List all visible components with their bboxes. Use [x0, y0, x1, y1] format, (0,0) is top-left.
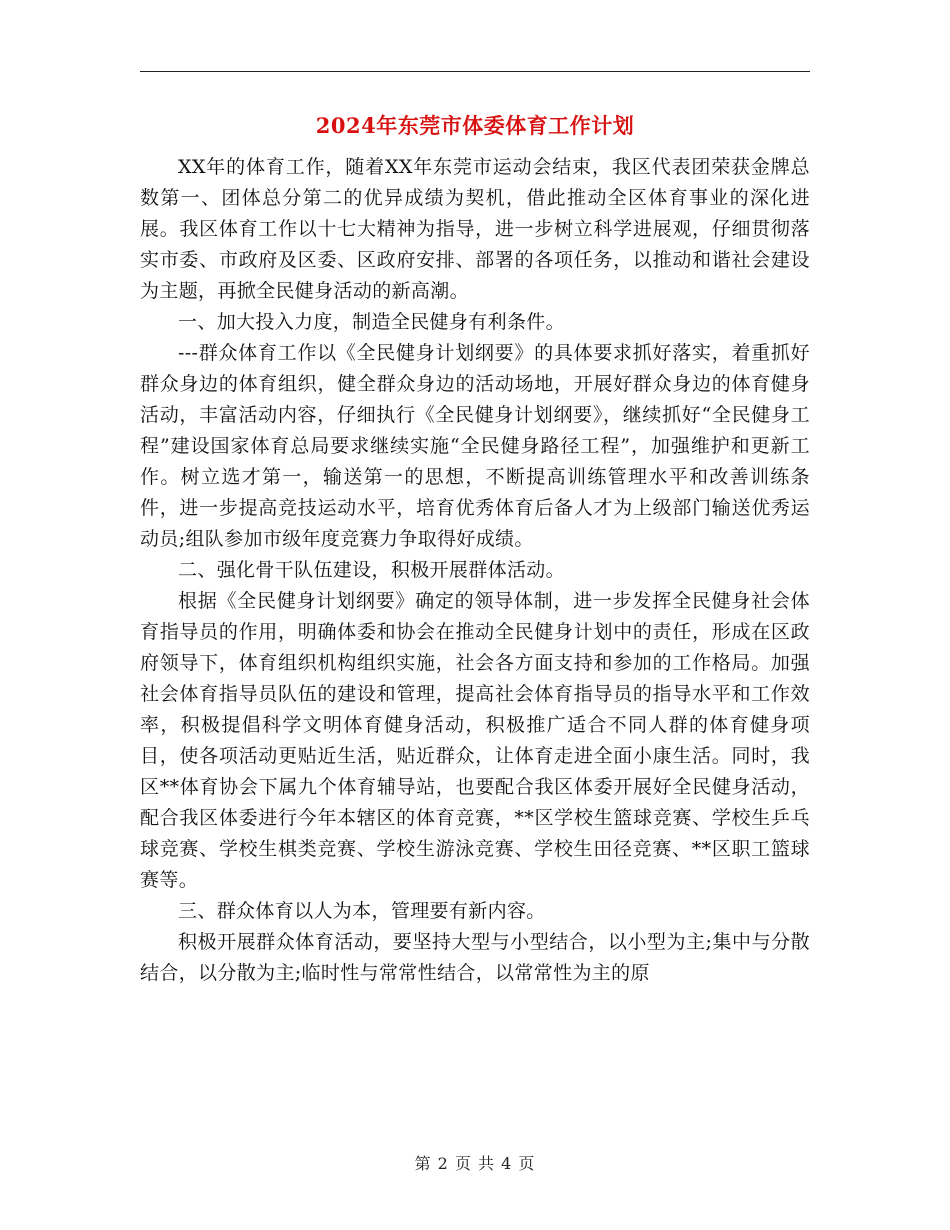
page-number: 第 2 页 共 4 页	[414, 1154, 536, 1173]
intro-paragraph: XX年的体育工作，随着XX年东莞市运动会结束，我区代表团荣获金牌总数第一、团体总分第二的优异成绩为契机，借此推动全区体育事业的深化进展。我区体育工作以十七大精神为指导，进一步树立科学进展观，仔细贯彻落实市委、市政府及区委、区政府安排、部署的各项任务，以推动和谐社会建设为主题，再掀全民健身活动的新高潮。	[140, 156, 810, 302]
section-heading-2: 二、强化骨干队伍建设，积极开展群体活动。	[178, 559, 566, 581]
document-body	[140, 152, 810, 989]
section-heading-1: 一、加大投入力度，制造全民健身有利条件。	[178, 311, 566, 333]
section-2-paragraph: 根据《全民健身计划纲要》确定的领导体制，进一步发挥全民健身社会体育指导员的作用，明确体委和协会在推动全民健身计划中的责任，形成在区政府领导下，体育组织机构组织实施，社会各方面支持和参加的工作格局。加强社会体育指导员队伍的建设和管理，提高社会体育指导员的指导水平和工作效率，积极提倡科学文明体育健身活动，积极推广适合不同人群的体育健身项目，使各项活动更贴近生活，贴近群众，让体育走进全面小康生活。同时，我区**体育协会下属九个体育辅导站，也要配合我区体委开展好全民健身活动，配合我区体委进行今年本辖区的体育竞赛，**区学校生篮球竞赛、学校生乒乓球竞赛、学校生棋类竞赛、学校生游泳竞赛、学校生田径竞赛、**区职工篮球赛等。	[140, 590, 810, 891]
document-title: 2024年东莞市体委体育工作计划	[315, 113, 635, 138]
header-rule	[140, 71, 810, 72]
section-3-paragraph: 积极开展群众体育活动，要坚持大型与小型结合，以小型为主;集中与分散结合，以分散为主;临时性与常常性结合，以常常性为主的原	[140, 931, 810, 984]
section-1-paragraph: ---群众体育工作以《全民健身计划纲要》的具体要求抓好落实，着重抓好群众身边的体育组织，健全群众身边的活动场地，开展好群众身边的体育健身活动，丰富活动内容，仔细执行《全民健身计划纲要》，继续抓好“全民健身工程”建设国家体育总局要求继续实施“全民健身路径工程”，加强维护和更新工作。树立选才第一，输送第一的思想，不断提高训练管理水平和改善训练条件，进一步提高竞技运动水平，培育优秀体育后备人才为上级部门输送优秀运动员;组队参加市级年度竞赛力争取得好成绩。	[140, 342, 810, 550]
section-heading-3: 三、群众体育以人为本，管理要有新内容。	[178, 900, 546, 922]
